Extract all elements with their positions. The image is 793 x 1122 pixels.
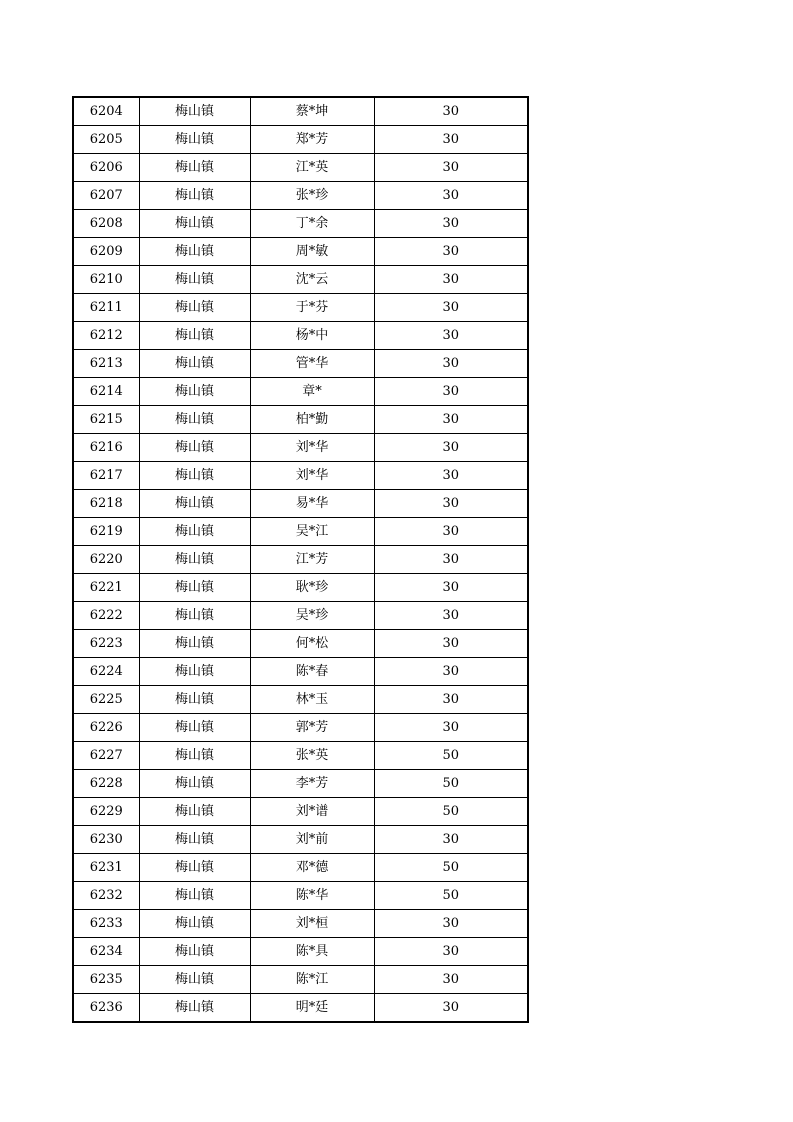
amount-cell: 30 — [374, 182, 528, 210]
row-number-cell: 6225 — [73, 686, 139, 714]
data-table — [72, 96, 529, 1023]
town-cell: 梅山镇 — [139, 630, 250, 658]
name-cell: 沈*云 — [250, 266, 374, 294]
town-cell: 梅山镇 — [139, 798, 250, 826]
name-cell: 陈*华 — [250, 882, 374, 910]
table-row — [73, 770, 528, 798]
amount-cell: 30 — [374, 518, 528, 546]
table-row — [73, 798, 528, 826]
name-cell: 陈*春 — [250, 658, 374, 686]
row-number-cell: 6207 — [73, 182, 139, 210]
name-cell: 明*廷 — [250, 994, 374, 1023]
row-number-cell: 6209 — [73, 238, 139, 266]
town-cell: 梅山镇 — [139, 182, 250, 210]
town-cell: 梅山镇 — [139, 406, 250, 434]
town-cell: 梅山镇 — [139, 854, 250, 882]
table-row — [73, 266, 528, 294]
amount-cell: 30 — [374, 210, 528, 238]
town-cell: 梅山镇 — [139, 658, 250, 686]
table-row — [73, 434, 528, 462]
name-cell: 刘*华 — [250, 462, 374, 490]
town-cell: 梅山镇 — [139, 826, 250, 854]
name-cell: 吴*江 — [250, 518, 374, 546]
name-cell: 郭*芳 — [250, 714, 374, 742]
name-cell: 章* — [250, 378, 374, 406]
table-row — [73, 630, 528, 658]
town-cell: 梅山镇 — [139, 238, 250, 266]
town-cell: 梅山镇 — [139, 546, 250, 574]
table-row — [73, 238, 528, 266]
table-row — [73, 658, 528, 686]
name-cell: 易*华 — [250, 490, 374, 518]
row-number-cell: 6236 — [73, 994, 139, 1023]
table-body — [73, 97, 528, 1022]
town-cell: 梅山镇 — [139, 686, 250, 714]
row-number-cell: 6224 — [73, 658, 139, 686]
row-number-cell: 6226 — [73, 714, 139, 742]
amount-cell: 30 — [374, 574, 528, 602]
name-cell: 邓*德 — [250, 854, 374, 882]
table-row — [73, 126, 528, 154]
row-number-cell: 6204 — [73, 97, 139, 126]
amount-cell: 30 — [374, 630, 528, 658]
row-number-cell: 6233 — [73, 910, 139, 938]
amount-cell: 30 — [374, 910, 528, 938]
town-cell: 梅山镇 — [139, 378, 250, 406]
town-cell: 梅山镇 — [139, 210, 250, 238]
row-number-cell: 6234 — [73, 938, 139, 966]
name-cell: 刘*桓 — [250, 910, 374, 938]
amount-cell: 50 — [374, 770, 528, 798]
row-number-cell: 6211 — [73, 294, 139, 322]
row-number-cell: 6213 — [73, 350, 139, 378]
table-row — [73, 182, 528, 210]
name-cell: 郑*芳 — [250, 126, 374, 154]
town-cell: 梅山镇 — [139, 938, 250, 966]
table-row — [73, 966, 528, 994]
amount-cell: 30 — [374, 126, 528, 154]
row-number-cell: 6216 — [73, 434, 139, 462]
row-number-cell: 6222 — [73, 602, 139, 630]
row-number-cell: 6230 — [73, 826, 139, 854]
name-cell: 陈*具 — [250, 938, 374, 966]
table-row — [73, 602, 528, 630]
amount-cell: 50 — [374, 742, 528, 770]
row-number-cell: 6219 — [73, 518, 139, 546]
town-cell: 梅山镇 — [139, 910, 250, 938]
town-cell: 梅山镇 — [139, 574, 250, 602]
table-row — [73, 322, 528, 350]
table-row — [73, 994, 528, 1023]
amount-cell: 30 — [374, 686, 528, 714]
name-cell: 张*英 — [250, 742, 374, 770]
table-row — [73, 742, 528, 770]
table-row — [73, 378, 528, 406]
row-number-cell: 6223 — [73, 630, 139, 658]
table-row — [73, 97, 528, 126]
amount-cell: 30 — [374, 97, 528, 126]
amount-cell: 50 — [374, 854, 528, 882]
table-row — [73, 938, 528, 966]
row-number-cell: 6220 — [73, 546, 139, 574]
name-cell: 刘*谱 — [250, 798, 374, 826]
amount-cell: 30 — [374, 266, 528, 294]
town-cell: 梅山镇 — [139, 126, 250, 154]
amount-cell: 30 — [374, 350, 528, 378]
amount-cell: 30 — [374, 546, 528, 574]
table-row — [73, 154, 528, 182]
name-cell: 刘*华 — [250, 434, 374, 462]
table-row — [73, 490, 528, 518]
name-cell: 丁*余 — [250, 210, 374, 238]
name-cell: 周*敏 — [250, 238, 374, 266]
row-number-cell: 6206 — [73, 154, 139, 182]
name-cell: 杨*中 — [250, 322, 374, 350]
town-cell: 梅山镇 — [139, 434, 250, 462]
table-row — [73, 546, 528, 574]
amount-cell: 30 — [374, 294, 528, 322]
town-cell: 梅山镇 — [139, 462, 250, 490]
row-number-cell: 6229 — [73, 798, 139, 826]
town-cell: 梅山镇 — [139, 322, 250, 350]
amount-cell: 30 — [374, 602, 528, 630]
name-cell: 耿*珍 — [250, 574, 374, 602]
amount-cell: 30 — [374, 322, 528, 350]
town-cell: 梅山镇 — [139, 154, 250, 182]
amount-cell: 30 — [374, 714, 528, 742]
row-number-cell: 6228 — [73, 770, 139, 798]
table-row — [73, 406, 528, 434]
table-row — [73, 826, 528, 854]
amount-cell: 30 — [374, 154, 528, 182]
table-row — [73, 350, 528, 378]
row-number-cell: 6221 — [73, 574, 139, 602]
row-number-cell: 6215 — [73, 406, 139, 434]
town-cell: 梅山镇 — [139, 294, 250, 322]
amount-cell: 30 — [374, 658, 528, 686]
row-number-cell: 6227 — [73, 742, 139, 770]
table-row — [73, 686, 528, 714]
amount-cell: 50 — [374, 798, 528, 826]
row-number-cell: 6232 — [73, 882, 139, 910]
name-cell: 何*松 — [250, 630, 374, 658]
row-number-cell: 6217 — [73, 462, 139, 490]
name-cell: 陈*江 — [250, 966, 374, 994]
name-cell: 吴*珍 — [250, 602, 374, 630]
row-number-cell: 6210 — [73, 266, 139, 294]
amount-cell: 30 — [374, 994, 528, 1023]
town-cell: 梅山镇 — [139, 742, 250, 770]
amount-cell: 30 — [374, 462, 528, 490]
amount-cell: 30 — [374, 406, 528, 434]
name-cell: 刘*前 — [250, 826, 374, 854]
name-cell: 蔡*坤 — [250, 97, 374, 126]
name-cell: 江*英 — [250, 154, 374, 182]
name-cell: 江*芳 — [250, 546, 374, 574]
town-cell: 梅山镇 — [139, 770, 250, 798]
amount-cell: 30 — [374, 490, 528, 518]
town-cell: 梅山镇 — [139, 602, 250, 630]
town-cell: 梅山镇 — [139, 266, 250, 294]
table-row — [73, 294, 528, 322]
table-row — [73, 574, 528, 602]
amount-cell: 30 — [374, 378, 528, 406]
name-cell: 柏*勤 — [250, 406, 374, 434]
amount-cell: 30 — [374, 966, 528, 994]
row-number-cell: 6208 — [73, 210, 139, 238]
table-row — [73, 518, 528, 546]
row-number-cell: 6212 — [73, 322, 139, 350]
name-cell: 林*玉 — [250, 686, 374, 714]
row-number-cell: 6214 — [73, 378, 139, 406]
name-cell: 于*芬 — [250, 294, 374, 322]
row-number-cell: 6205 — [73, 126, 139, 154]
amount-cell: 30 — [374, 238, 528, 266]
name-cell: 李*芳 — [250, 770, 374, 798]
table-row — [73, 714, 528, 742]
table-row — [73, 882, 528, 910]
amount-cell: 30 — [374, 938, 528, 966]
table-row — [73, 910, 528, 938]
town-cell: 梅山镇 — [139, 490, 250, 518]
name-cell: 张*珍 — [250, 182, 374, 210]
town-cell: 梅山镇 — [139, 518, 250, 546]
amount-cell: 30 — [374, 434, 528, 462]
town-cell: 梅山镇 — [139, 97, 250, 126]
amount-cell: 50 — [374, 882, 528, 910]
row-number-cell: 6218 — [73, 490, 139, 518]
table-row — [73, 210, 528, 238]
table-row — [73, 854, 528, 882]
town-cell: 梅山镇 — [139, 714, 250, 742]
town-cell: 梅山镇 — [139, 966, 250, 994]
table-row — [73, 462, 528, 490]
name-cell: 管*华 — [250, 350, 374, 378]
town-cell: 梅山镇 — [139, 882, 250, 910]
row-number-cell: 6231 — [73, 854, 139, 882]
town-cell: 梅山镇 — [139, 350, 250, 378]
row-number-cell: 6235 — [73, 966, 139, 994]
amount-cell: 30 — [374, 826, 528, 854]
town-cell: 梅山镇 — [139, 994, 250, 1023]
